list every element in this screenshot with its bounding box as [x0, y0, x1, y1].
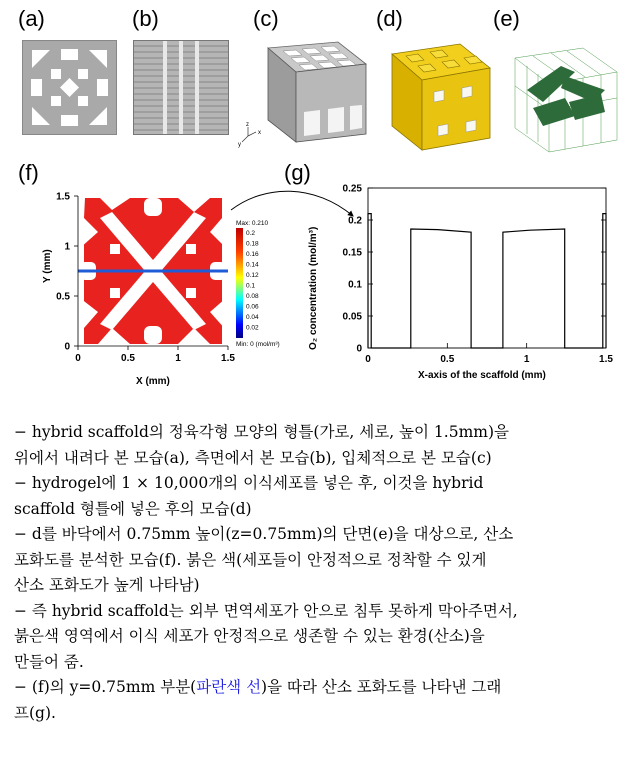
- caption-line: 만들어 줌.: [14, 652, 84, 671]
- profile-xtick-label: 0: [365, 354, 371, 365]
- profile-ytick-label: 0.05: [342, 311, 362, 323]
- caption-last-before: − (f)의 y=0.75mm 부분(: [14, 678, 197, 696]
- colorbar-min-label: Min: 0 (mol/m³): [236, 341, 280, 348]
- colorbar-max-label: Max: 0.210: [236, 220, 269, 227]
- heatmap-ytick-label: 0.5: [56, 291, 70, 303]
- caption-line: 붉은색 영역에서 이식 세포가 안정적으로 생존할 수 있는 환경(산소)을: [14, 627, 485, 645]
- blue-line-reference: 파란색 선: [196, 678, 262, 696]
- profile-ytick-label: 0.1: [348, 279, 362, 291]
- scaffold-top-view: [22, 40, 117, 135]
- colorbar-tick-label: 0.14: [246, 261, 259, 269]
- caption-line: 위에서 내려다 본 모습(a), 측면에서 본 모습(b), 입체적으로 본 모습(c): [14, 448, 492, 467]
- heatmap-xtick-label: 1.5: [221, 353, 235, 364]
- caption-line: − d를 바닥에서 0.75mm 높이(z=0.75mm)의 단면(e)을 대상으로, 산소: [14, 525, 514, 543]
- profile-ytick-label: 0.2: [348, 215, 362, 227]
- caption-last-after: )을 따라 산소 포화도를 나타낸 그래: [261, 678, 502, 696]
- caption-line: − hybrid scaffold의 정육각형 모양의 형틀(가로, 세로, 높이 1.5mm)을: [14, 423, 509, 441]
- colorbar-tick-label: 0.02: [246, 324, 259, 332]
- panel-label-b: (b): [132, 6, 159, 31]
- colorbar-tick-label: 0.12: [246, 272, 259, 280]
- axis-x-label: x: [258, 130, 261, 136]
- heatmap-ytick-label: 1: [64, 241, 70, 253]
- profile-xtick-label: 1: [523, 354, 530, 365]
- scaffold-side-view: [133, 40, 229, 135]
- axis-y-label: y: [238, 142, 241, 148]
- colorbar-tick-label: 0.2: [246, 230, 256, 238]
- caption-line-wrap: 프(g).: [14, 703, 56, 722]
- oxygen-profile-chart: [296, 180, 626, 390]
- profile-xtick-label: 1.5: [599, 354, 613, 365]
- heatmap-xlabel: X (mm): [136, 376, 170, 387]
- profile-ytick-label: 0: [356, 343, 362, 355]
- colorbar-tick-label: 0.1: [246, 282, 256, 290]
- cross-section-view: [505, 36, 625, 154]
- colorbar-tick-label: 0.06: [246, 303, 259, 311]
- axis-z-label: z: [246, 122, 249, 128]
- panel-label-f: (f): [18, 160, 39, 185]
- profile-ylabel: O₂ concentration (mol/m³): [308, 226, 319, 350]
- colorbar-tick-label: 0.16: [246, 251, 259, 259]
- heatmap-ytick-label: 0: [64, 341, 70, 353]
- panel-label-d: (d): [376, 6, 403, 31]
- colorbar-tick-label: 0.08: [246, 293, 259, 301]
- profile-ytick-label: 0.15: [342, 247, 362, 259]
- profile-xtick-label: 0.5: [440, 354, 455, 365]
- caption-line: − 즉 hybrid scaffold는 외부 면역세포가 안으로 침투 못하게 막아주면서,: [14, 601, 518, 620]
- colorbar: [236, 228, 243, 338]
- profile-xlabel: X-axis of the scaffold (mm): [418, 370, 546, 381]
- caption-text: [14, 420, 626, 726]
- heatmap-xtick-label: 1: [175, 353, 181, 364]
- colorbar-tick-label: 0.18: [246, 240, 259, 248]
- profile-ytick-label: 0.25: [342, 183, 362, 195]
- hydrogel-scaffold-view: [378, 34, 498, 154]
- panel-label-g: (g): [284, 160, 311, 185]
- colorbar-tick-label: 0.04: [246, 314, 259, 322]
- scaffold-3d-view: [238, 34, 370, 149]
- caption-line-last: [14, 675, 626, 701]
- caption-line: − hydrogel에 1 × 10,000개의 이식세포를 넣은 후, 이것을 hybrid: [14, 474, 484, 492]
- heatmap-ylabel: Y (mm): [42, 249, 53, 283]
- caption-line: scaffold 형틀에 넣은 후의 모습(d): [14, 499, 252, 518]
- heatmap-xtick-label: 0.5: [121, 353, 135, 364]
- heatmap-ytick-label: 1.5: [56, 191, 70, 203]
- caption-line: 포화도를 분석한 모습(f). 붉은 색(세포들이 안정적으로 정착할 수 있게: [14, 550, 487, 569]
- panel-label-c: (c): [253, 6, 279, 31]
- panel-label-e: (e): [493, 6, 520, 31]
- caption-line: 산소 포화도가 높게 나타남): [14, 576, 200, 594]
- series-line-o2: [368, 214, 606, 348]
- panel-label-a: (a): [18, 6, 45, 31]
- heatmap-xtick-label: 0: [75, 353, 81, 364]
